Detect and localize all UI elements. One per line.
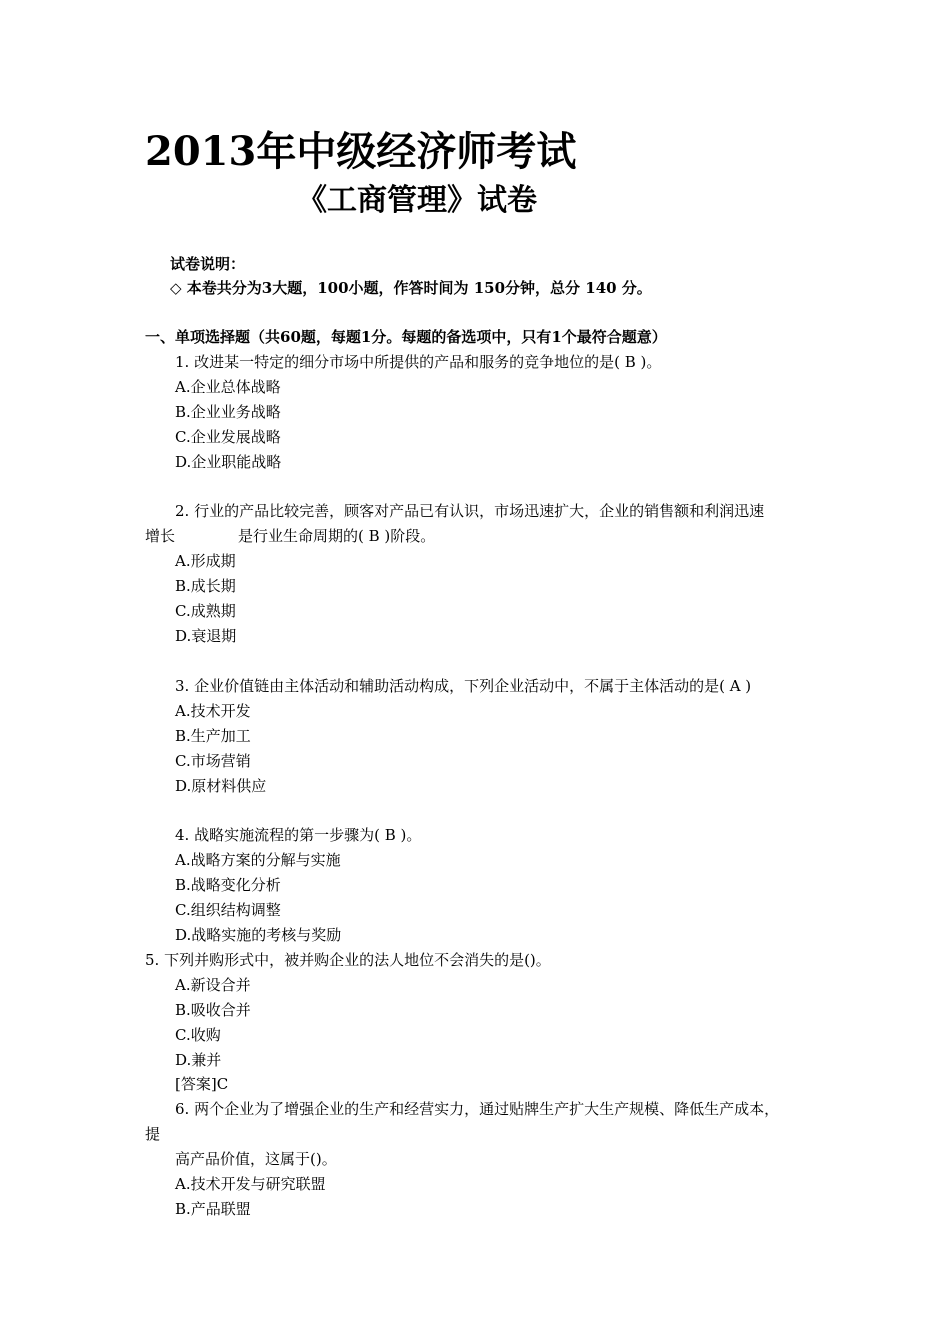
question-stem: 2. 行业的产品比较完善，顾客对产品已有认识，市场迅速扩大，企业的销售额和利润迅速 bbox=[175, 502, 765, 520]
question-option: C.收购 bbox=[175, 1026, 221, 1044]
instructions-heading: 试卷说明： bbox=[170, 255, 246, 273]
question-option: B.战略变化分析 bbox=[175, 876, 281, 894]
question-stem: 3. 企业价值链由主体活动和辅助活动构成，下列企业活动中，不属于主体活动的是( A ) bbox=[175, 677, 752, 695]
question-stem: 6. 两个企业为了增强企业的生产和经营实力，通过贴牌生产扩大生产规模、降低生产成本， bbox=[175, 1100, 780, 1118]
document-title: 2013年中级经济师考试 bbox=[145, 128, 577, 175]
question-option: B.吸收合并 bbox=[175, 1001, 251, 1019]
question-option: A.技术开发 bbox=[175, 702, 251, 720]
question-option: B.成长期 bbox=[175, 577, 236, 595]
question-stem-continuation: 增长 bbox=[145, 527, 176, 545]
question-option: A.技术开发与研究联盟 bbox=[175, 1175, 326, 1193]
question-stem: 5. 下列并购形式中，被并购企业的法人地位不会消失的是()。 bbox=[145, 951, 551, 969]
instructions-note: ◇ 本卷共分为3大题，100小题，作答时间为 150分钟，总分 140 分。 bbox=[170, 279, 652, 297]
question-option: A.形成期 bbox=[175, 552, 236, 570]
question-stem-continuation: 提 bbox=[145, 1125, 161, 1143]
section-heading: 一、单项选择题（共60题，每题1分。每题的备选项中，只有1个最符合题意） bbox=[145, 328, 667, 346]
question-option: D.兼并 bbox=[175, 1051, 222, 1069]
question-option: D.衰退期 bbox=[175, 627, 237, 645]
question-option: D.原材料供应 bbox=[175, 777, 267, 795]
question-stem: 1. 改进某一特定的细分市场中所提供的产品和服务的竞争地位的是( B )。 bbox=[175, 353, 662, 371]
question-answer: [答案]C bbox=[175, 1075, 229, 1093]
question-option: C.市场营销 bbox=[175, 752, 251, 770]
question-stem-continuation: 高产品价值，这属于()。 bbox=[175, 1150, 337, 1168]
question-option: A.企业总体战略 bbox=[175, 378, 281, 396]
question-option: B.生产加工 bbox=[175, 727, 251, 745]
question-stem-continuation: 是行业生命周期的( B )阶段。 bbox=[238, 527, 436, 545]
document-subtitle: 《工商管理》试卷 bbox=[297, 183, 537, 218]
question-option: B.企业业务战略 bbox=[175, 403, 281, 421]
question-option: D.企业职能战略 bbox=[175, 453, 282, 471]
question-option: C.企业发展战略 bbox=[175, 428, 281, 446]
question-option: C.成熟期 bbox=[175, 602, 236, 620]
question-stem: 4. 战略实施流程的第一步骤为( B )。 bbox=[175, 826, 422, 844]
question-option: D.战略实施的考核与奖励 bbox=[175, 926, 342, 944]
question-option: B.产品联盟 bbox=[175, 1200, 251, 1218]
question-option: C.组织结构调整 bbox=[175, 901, 281, 919]
question-option: A.新设合并 bbox=[175, 976, 251, 994]
question-option: A.战略方案的分解与实施 bbox=[175, 851, 341, 869]
